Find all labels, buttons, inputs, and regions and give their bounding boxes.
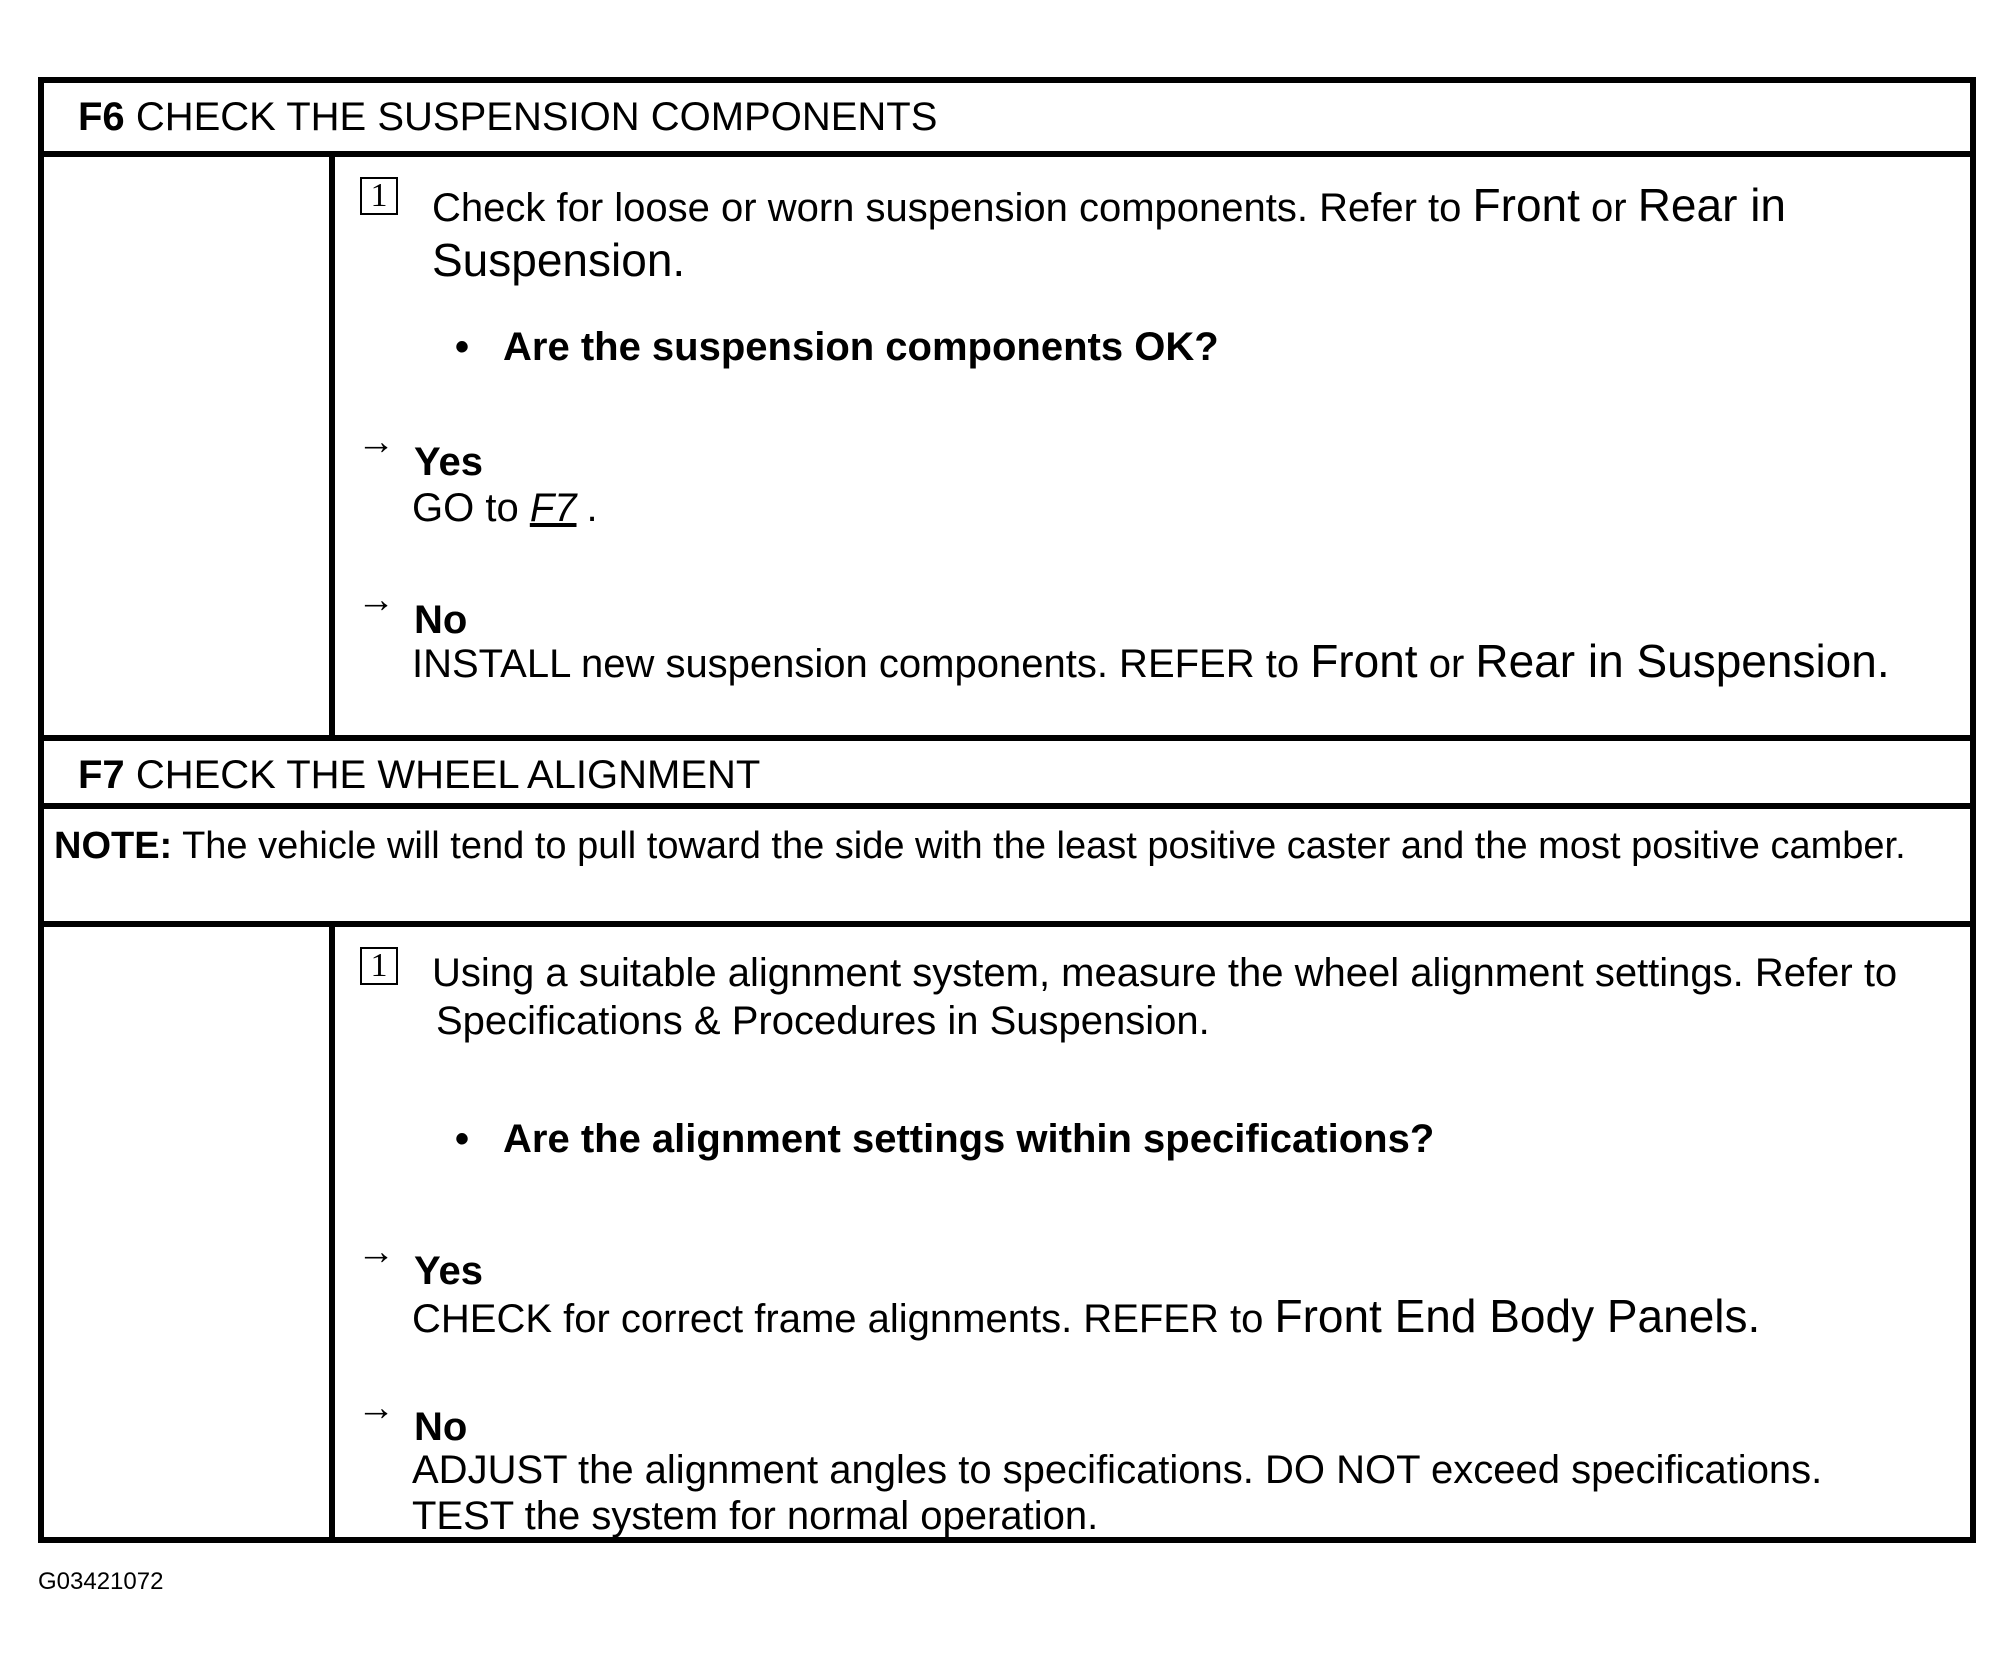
f6-no-text-a: INSTALL new suspension components. REFER to <box>412 642 1311 686</box>
f7-step-text <box>432 949 1897 1045</box>
f6-no-label: No <box>414 598 468 642</box>
f6-yes-text-b: . <box>586 486 598 530</box>
f7-note-text: The vehicle will tend to pull toward the side with the least positive caster and the most positive camber. <box>172 825 1906 867</box>
f6-yes-text-a: GO to <box>412 486 530 530</box>
f6-body <box>44 157 1970 735</box>
f7-yes-text <box>412 1290 1761 1342</box>
f7-no-line2: TEST the system for normal operation. <box>412 1494 1099 1538</box>
f7-note-label: NOTE: <box>54 825 173 867</box>
f7-note <box>44 809 1970 927</box>
f6-no-rear: Rear in Suspension. <box>1475 635 1890 687</box>
f7-no-line1: ADJUST the alignment angles to specifications. DO NOT exceed specifications. <box>412 1448 1823 1492</box>
f7-no-text <box>412 1447 1822 1539</box>
f6-no-or: or <box>1417 642 1476 686</box>
diagnostic-table <box>38 77 1976 1543</box>
f6-step-suspension: Suspension. <box>432 234 686 286</box>
f6-yes-text <box>412 485 598 531</box>
f6-no-text <box>412 635 1890 687</box>
f7-step-line2: Specifications & Procedures in Suspension. <box>436 999 1210 1043</box>
f6-left-cell <box>44 157 335 735</box>
f7-question-text: Are the alignment settings within specifications? <box>503 1117 1435 1161</box>
f6-header <box>44 83 1970 157</box>
f6-step-in: in <box>1737 179 1787 231</box>
f7-question <box>455 1117 1434 1162</box>
f6-no-arrow-icon: → <box>357 579 395 621</box>
f6-title: CHECK THE SUSPENSION COMPONENTS <box>135 95 938 139</box>
f6-question <box>455 325 1219 370</box>
f6-code: F6 <box>78 95 125 139</box>
f7-body <box>44 927 1970 1537</box>
f7-no-arrow-icon: → <box>357 1387 395 1429</box>
f6-step-number-box: 1 <box>360 177 398 215</box>
f6-right-cell <box>335 157 1970 735</box>
f7-yes-link: Front End Body Panels. <box>1274 1290 1761 1342</box>
f6-yes-link[interactable]: F7 <box>529 486 577 530</box>
f6-step-text <box>432 179 1932 289</box>
f6-step-text-a: Check for loose or worn suspension components. Refer to <box>432 186 1473 230</box>
f7-yes-arrow-icon: → <box>357 1231 395 1273</box>
f7-left-cell <box>44 927 335 1537</box>
bullet-icon: • <box>455 325 470 369</box>
f7-step-line1: Using a suitable alignment system, measure the wheel alignment settings. Refer to <box>432 951 1898 995</box>
f6-yes-label: Yes <box>414 440 483 484</box>
bullet-icon: • <box>455 1117 470 1161</box>
f6-step-or: or <box>1579 186 1638 230</box>
f7-yes-text-a: CHECK for correct frame alignments. REFER to <box>412 1297 1275 1341</box>
f6-step-rear: Rear <box>1637 179 1738 231</box>
f7-header <box>44 735 1970 809</box>
f7-yes-label: Yes <box>414 1249 483 1293</box>
f7-no-label: No <box>414 1405 468 1449</box>
f6-step-front: Front <box>1472 179 1580 231</box>
f7-title: CHECK THE WHEEL ALIGNMENT <box>135 753 761 797</box>
f6-question-text: Are the suspension components OK? <box>503 325 1219 369</box>
f7-step-number-box: 1 <box>360 947 398 985</box>
f6-yes-arrow-icon: → <box>357 421 395 463</box>
f7-right-cell <box>335 927 1970 1537</box>
f7-code: F7 <box>78 753 125 797</box>
f6-no-front: Front <box>1310 635 1418 687</box>
figure-id: G03421072 <box>38 1568 164 1595</box>
